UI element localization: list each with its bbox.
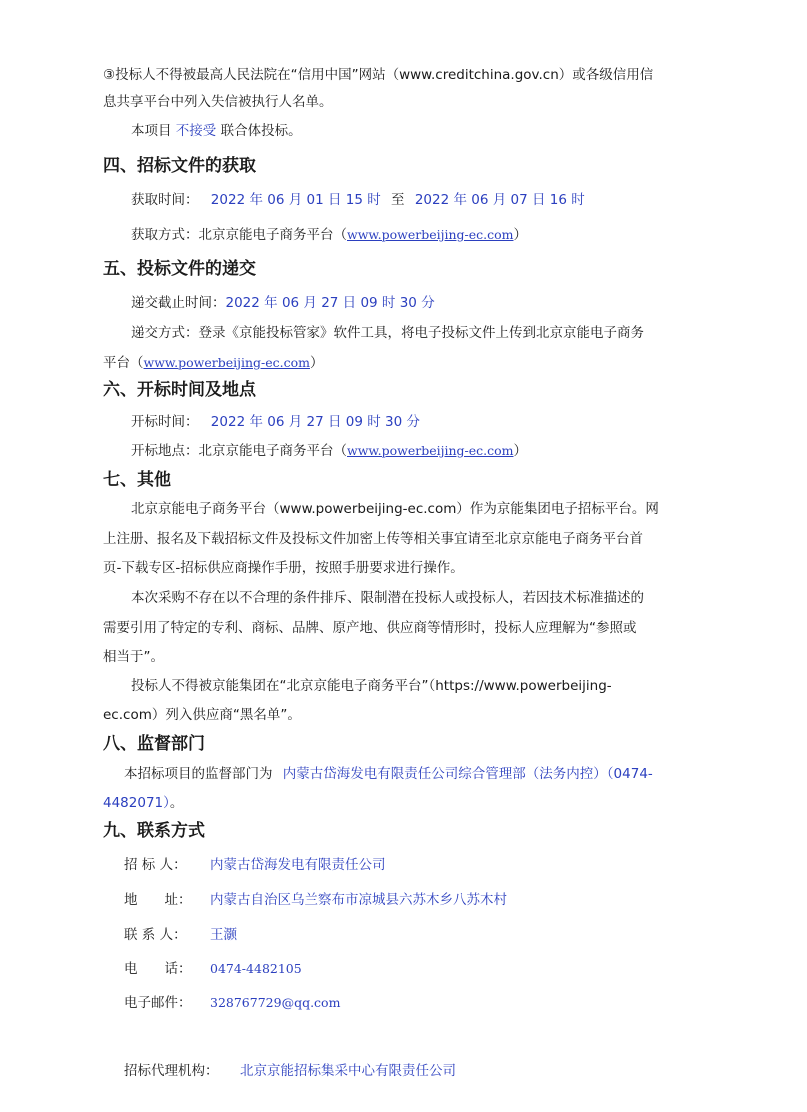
supervision-prefix: 本招标项目的监督部门为 — [124, 766, 273, 782]
other-p1-line3: 页-下载专区-招标供应商操作手册，按照手册要求进行操作。 — [103, 560, 464, 576]
supervision-phone: 4482071） — [103, 795, 170, 811]
submit-method-line1: 递交方式：登录《京能投标管家》软件工具，将电子投标文件上传到北京京能电子商务 — [131, 325, 644, 341]
consortium-value: 不接受 — [175, 123, 217, 139]
agency-value: 北京京能招标集采中心有限责任公司 — [240, 1063, 456, 1079]
section-8-heading: 八、监督部门 — [103, 734, 205, 754]
section-9-heading: 九、联系方式 — [103, 821, 205, 841]
other-p2-line3: 相当于”。 — [103, 649, 164, 665]
other-p3-line1: 投标人不得被京能集团在“北京京能电子商务平台”（https://www.powerbeijing- — [131, 678, 612, 694]
submit-platform-link[interactable]: www.powerbeijing-ec.com — [143, 355, 310, 370]
acquire-time-label: 获取时间： — [131, 192, 199, 208]
opening-place-label: 开标地点：北京京能电子商务平台（ — [131, 443, 347, 459]
contact-row-tenderer — [124, 856, 386, 874]
acquire-method — [131, 226, 527, 244]
contact-label: 招 标 人： — [124, 857, 187, 873]
section-7-heading: 七、其他 — [103, 470, 171, 490]
contact-row-email — [124, 994, 340, 1012]
contact-value: 内蒙古岱海发电有限责任公司 — [210, 857, 386, 873]
opening-time — [131, 413, 420, 431]
other-p1-line1: 北京京能电子商务平台（www.powerbeijing-ec.com）作为京能集团电子招标平台。网 — [131, 501, 659, 517]
opening-time-value: 2022 年 06 月 27 日 09 时 30 分 — [210, 414, 420, 430]
submit-deadline-value: 2022 年 06 月 27 日 09 时 30 分 — [225, 295, 435, 311]
supervision-line1 — [124, 765, 653, 783]
requirement-3-line2: 息共享平台中列入失信被执行人名单。 — [103, 94, 333, 110]
contact-label: 地 址： — [124, 892, 192, 908]
contact-value[interactable]: 328767729@qq.com — [210, 995, 341, 1010]
other-p1-line2: 上注册、报名及下载招标文件及投标文件加密上传等相关事宜请至北京京能电子商务平台首 — [103, 531, 643, 547]
other-p2-line2: 需要引用了特定的专利、商标、品牌、原产地、供应商等情形时，投标人应理解为“参照或 — [103, 620, 637, 636]
acquire-time-end: 2022 年 06 月 07 日 16 时 — [414, 192, 585, 208]
contact-row-address — [124, 891, 507, 909]
contact-row-phone — [124, 960, 302, 978]
opening-place-close: ） — [513, 443, 527, 459]
submit-method-line2 — [103, 354, 324, 372]
consortium-prefix: 本项目 — [131, 123, 172, 139]
agency-label: 招标代理机构： — [124, 1063, 219, 1079]
acquire-time — [131, 191, 585, 209]
opening-place — [131, 442, 527, 460]
acquire-method-close: ） — [513, 227, 527, 243]
requirement-3-line1: ③投标人不得被最高人民法院在“信用中国”网站（www.creditchina.gov.cn）或各级信用信 — [103, 67, 654, 83]
section-4-heading: 四、招标文件的获取 — [103, 156, 256, 176]
acquire-platform-link[interactable]: www.powerbeijing-ec.com — [347, 227, 514, 242]
contact-value: 内蒙古自治区乌兰察布市凉城县六苏木乡八苏木村 — [210, 892, 507, 908]
consortium-statement — [131, 122, 302, 140]
supervision-period: 。 — [169, 795, 184, 811]
consortium-suffix: 联合体投标。 — [220, 123, 302, 139]
section-5-heading: 五、投标文件的递交 — [103, 259, 256, 279]
contact-value: 王灏 — [210, 927, 237, 943]
supervision-line2 — [103, 794, 183, 812]
section-6-heading: 六、开标时间及地点 — [103, 380, 256, 400]
acquire-time-start: 2022 年 06 月 01 日 15 时 — [210, 192, 381, 208]
contact-label: 联 系 人： — [124, 927, 187, 943]
contact-label: 电子邮件： — [124, 995, 192, 1011]
submit-method-prefix: 平台（ — [103, 355, 144, 371]
contact-value: 0474-4482105 — [210, 961, 302, 976]
supervision-department: 内蒙古岱海发电有限责任公司综合管理部（法务内控）（0474- — [282, 766, 653, 782]
submit-method-close: ） — [310, 355, 324, 371]
submit-deadline — [131, 294, 435, 312]
acquire-time-to: 至 — [391, 192, 405, 208]
acquire-method-label: 获取方式：北京京能电子商务平台（ — [131, 227, 347, 243]
other-p3-line2: ec.com）列入供应商“黑名单”。 — [103, 707, 301, 723]
opening-platform-link[interactable]: www.powerbeijing-ec.com — [347, 443, 514, 458]
contact-label: 电 话： — [124, 961, 192, 977]
contact-row-person — [124, 926, 237, 944]
agency-row — [124, 1062, 456, 1080]
other-p2-line1: 本次采购不存在以不合理的条件排斥、限制潜在投标人或投标人，若因技术标准描述的 — [131, 590, 644, 606]
opening-time-label: 开标时间： — [131, 414, 199, 430]
submit-deadline-label: 递交截止时间： — [131, 295, 226, 311]
